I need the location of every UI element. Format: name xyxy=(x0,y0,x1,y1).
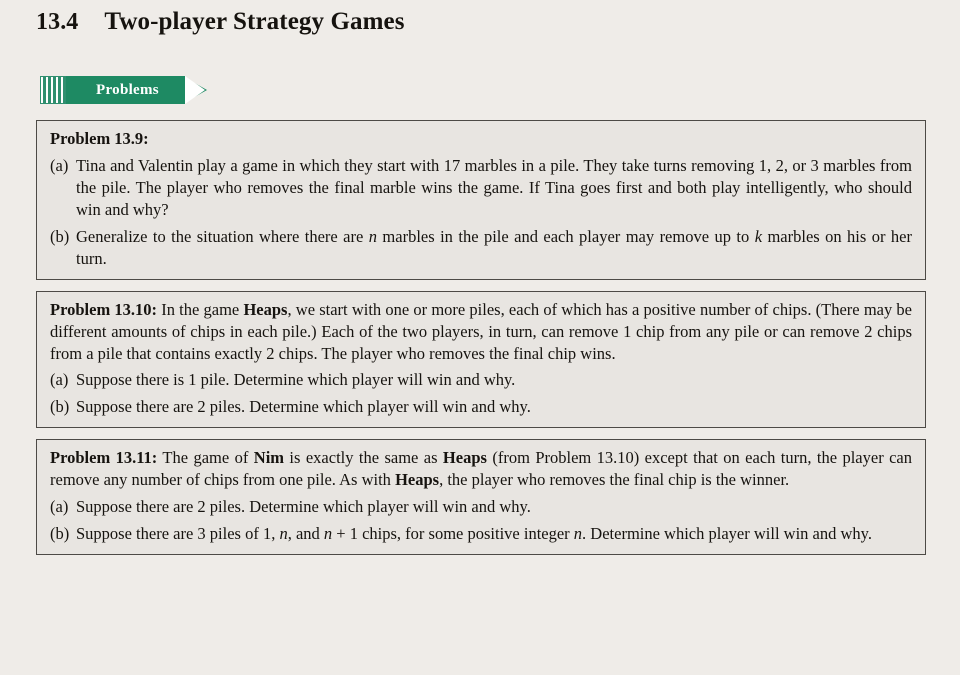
item-marker: (a) xyxy=(50,155,69,175)
problem-label: Problem 13.10: xyxy=(50,299,158,319)
problem-list xyxy=(36,120,926,566)
problem-box xyxy=(36,291,926,429)
problem-label: Problem 13.9: xyxy=(50,129,149,148)
item-text: Suppose there are 2 piles. Determine which player will win and why. xyxy=(76,497,531,517)
pencil-tip-icon xyxy=(185,76,205,104)
section-number: 13.4 xyxy=(36,9,79,35)
problem-label: Problem 13.11: xyxy=(50,448,158,468)
section-title: Two-player Strategy Games xyxy=(104,8,405,35)
problem-item xyxy=(50,226,912,270)
problem-item xyxy=(50,523,912,545)
banner-label: Problems xyxy=(96,81,159,98)
problem-item xyxy=(50,369,912,391)
item-marker: (b) xyxy=(50,226,70,246)
item-marker: (b) xyxy=(50,397,70,417)
item-marker: (a) xyxy=(50,370,69,390)
item-text: Tina and Valentin play a game in which they start with 17 marbles in a pile. They take turns removing 1, 2, or 3 marbles from the pile. The player who removes the final marble wins the game. If Tina goes first and both play intelligently, who should win and why? xyxy=(76,155,912,219)
problem-lead-text: The game of Nim is exactly the same as Heaps (from Problem 13.10) except that on each turn, the player can remove any number of chips from one pile. As with Heaps, the player who removes the final chip is the winner. xyxy=(50,448,913,490)
problem-item xyxy=(50,155,912,221)
problem-box xyxy=(36,120,926,280)
problem-label-line xyxy=(50,447,912,491)
item-marker: (a) xyxy=(50,497,69,517)
problem-label-line xyxy=(50,299,912,365)
pencil-eraser-icon xyxy=(40,76,66,104)
item-text: Suppose there are 2 piles. Determine which player will win and why. xyxy=(76,397,531,417)
page-title xyxy=(36,8,405,36)
problem-box xyxy=(36,439,926,555)
problem-lead-text: In the game Heaps, we start with one or more piles, each of which has a positive number of chips. (There may be different amounts of chips in each pile.) Each of the two players, in turn, can remove 1 chip from any pile or can remove 2 chips from a pile that contains exactly 2 chips. The player who removes the final chip wins. xyxy=(50,299,912,363)
problems-banner xyxy=(40,74,207,106)
problem-item xyxy=(50,396,912,418)
item-text: Suppose there is 1 pile. Determine which player will win and why. xyxy=(76,370,516,390)
banner-bar xyxy=(66,76,185,104)
problem-label-line xyxy=(50,128,912,150)
item-text: Suppose there are 3 piles of 1, n, and n + 1 chips, for some positive integer n. Determine which player will win and why. xyxy=(76,524,872,544)
problem-item xyxy=(50,496,912,518)
item-marker: (b) xyxy=(50,524,70,544)
item-text: Generalize to the situation where there are n marbles in the pile and each player may remove up to k marbles on his or her turn. xyxy=(76,226,912,268)
